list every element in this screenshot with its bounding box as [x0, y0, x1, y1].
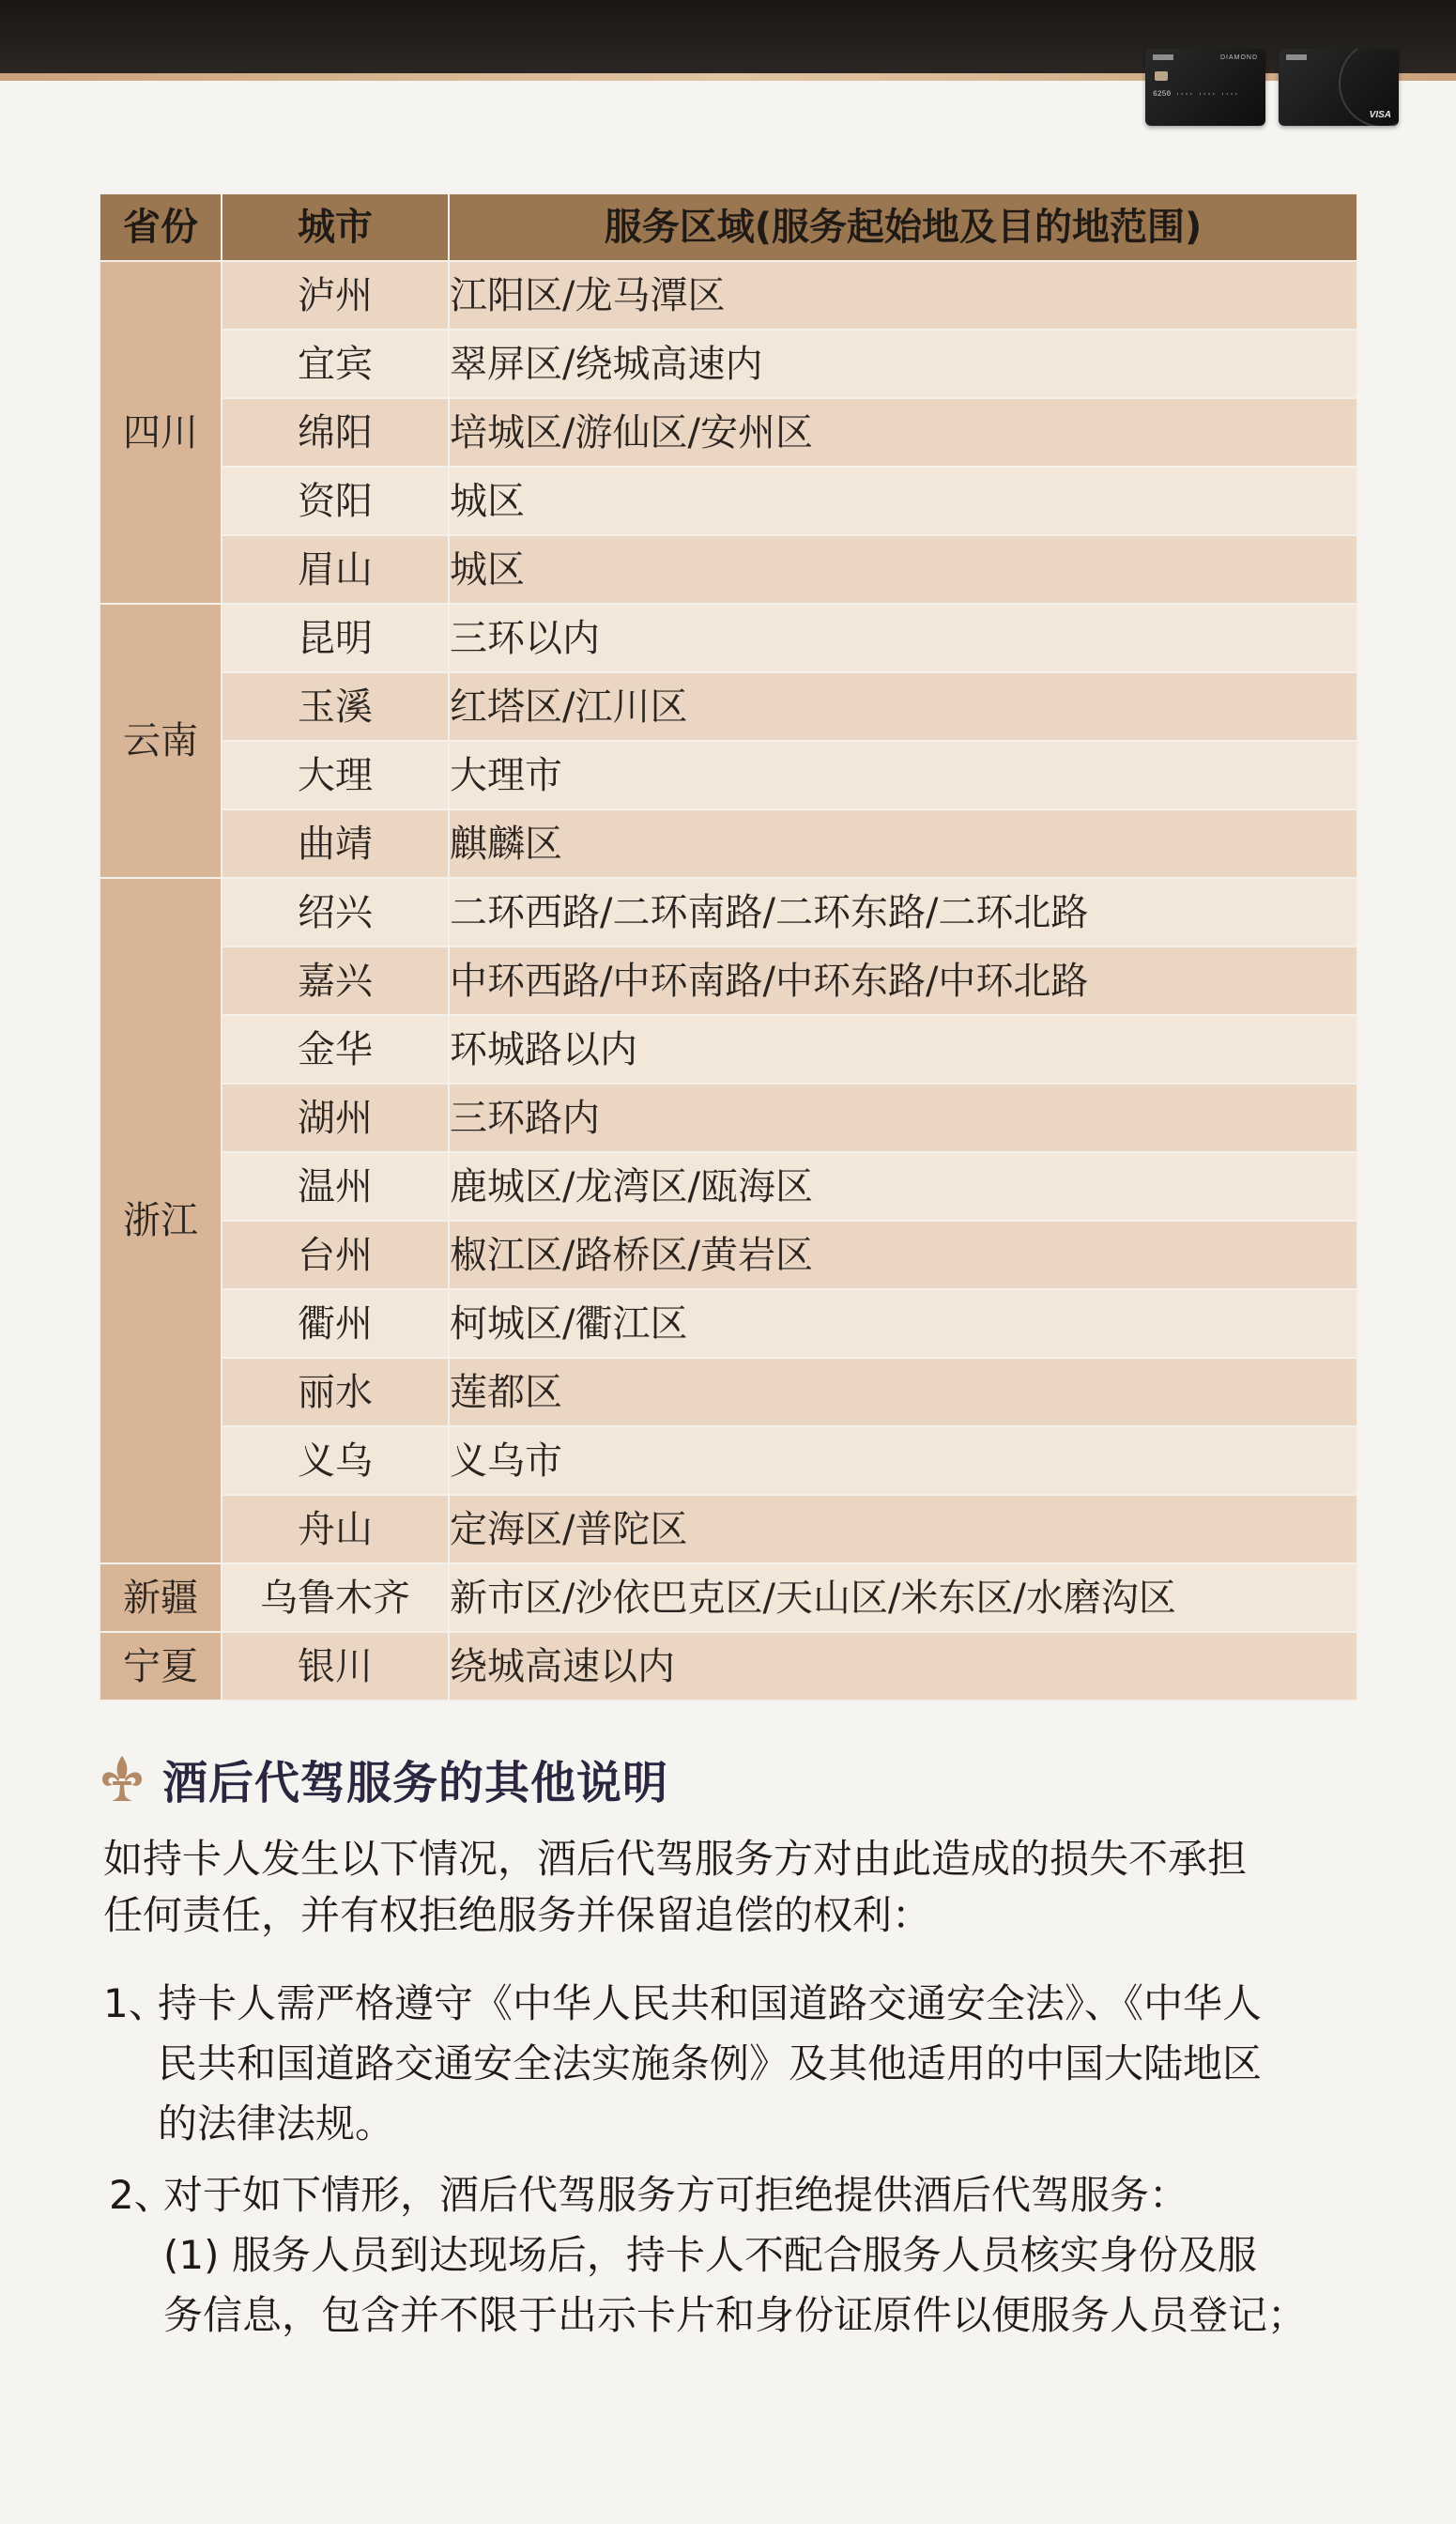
section-title: 酒后代驾服务的其他说明 — [162, 1756, 669, 1809]
list-item-line: (1) 服务人员到达现场后，持卡人不配合服务人员核实身份及服 — [163, 2232, 1257, 2278]
service-area-cell: 环城路以内 — [449, 1015, 1357, 1084]
table-row — [100, 1084, 1357, 1152]
city-cell: 宜宾 — [222, 330, 449, 398]
service-area-cell: 定海区/普陀区 — [449, 1495, 1357, 1563]
table-row — [100, 878, 1357, 946]
list-item-line: 的法律法规。 — [158, 2101, 395, 2147]
table-row — [100, 1563, 1357, 1632]
city-cell: 资阳 — [222, 467, 449, 535]
list-item-label: 2、 — [109, 2172, 174, 2218]
card-name: DIAMOND — [1219, 54, 1258, 61]
service-area-cell: 柯城区/衢江区 — [449, 1289, 1357, 1358]
city-cell: 义乌 — [222, 1426, 449, 1495]
service-area-cell: 三环路内 — [449, 1084, 1357, 1152]
city-cell: 温州 — [222, 1152, 449, 1221]
service-area-cell: 新市区/沙依巴克区/天山区/米东区/水磨沟区 — [449, 1563, 1357, 1632]
service-area-cell: 红塔区/江川区 — [449, 672, 1357, 741]
list-item-line: 民共和国道路交通安全法实施条例》及其他适用的中国大陆地区 — [158, 2040, 1263, 2086]
province-cell: 新疆 — [100, 1563, 222, 1632]
service-area-cell: 椒江区/路桥区/黄岩区 — [449, 1221, 1357, 1289]
service-area-cell: 翠屏区/绕城高速内 — [449, 330, 1357, 398]
service-area-cell: 莲都区 — [449, 1358, 1357, 1426]
table-row — [100, 467, 1357, 535]
province-cell: 四川 — [100, 261, 222, 604]
city-cell: 玉溪 — [222, 672, 449, 741]
service-area-cell: 三环以内 — [449, 604, 1357, 672]
table-row — [100, 1221, 1357, 1289]
table-row — [100, 741, 1357, 809]
header-province: 省份 — [100, 193, 222, 261]
table-row — [100, 535, 1357, 604]
header-service-area: 服务区域(服务起始地及目的地范围) — [449, 193, 1357, 261]
section-heading — [99, 1748, 668, 1808]
city-cell: 银川 — [222, 1632, 449, 1701]
intro-line: 如持卡人发生以下情况，酒后代驾服务方对由此造成的损失不承担 — [103, 1836, 1248, 1882]
city-cell: 绵阳 — [222, 398, 449, 467]
service-area-cell: 二环西路/二环南路/二环东路/二环北路 — [449, 878, 1357, 946]
card-chip-icon — [1155, 71, 1168, 81]
table-row — [100, 1015, 1357, 1084]
city-cell: 丽水 — [222, 1358, 449, 1426]
table-row — [100, 1289, 1357, 1358]
table-row — [100, 946, 1357, 1015]
service-area-cell: 江阳区/龙马潭区 — [449, 261, 1357, 330]
table-header-row — [100, 193, 1357, 261]
table-row — [100, 1358, 1357, 1426]
table-row — [100, 1152, 1357, 1221]
service-area-cell: 麒麟区 — [449, 809, 1357, 878]
city-cell: 舟山 — [222, 1495, 449, 1563]
bank-logo — [1286, 54, 1307, 60]
service-area-cell: 大理市 — [449, 741, 1357, 809]
visa-logo: VISA — [1369, 110, 1391, 120]
city-cell: 昆明 — [222, 604, 449, 672]
header-city: 城市 — [222, 193, 449, 261]
credit-card-image-visa — [1279, 49, 1399, 126]
city-cell: 乌鲁木齐 — [222, 1563, 449, 1632]
fleur-de-lis-icon — [99, 1754, 146, 1803]
table-row — [100, 1426, 1357, 1495]
city-cell: 泸州 — [222, 261, 449, 330]
list-item-2 — [109, 2165, 1376, 2346]
service-area-cell: 中环西路/中环南路/中环东路/中环北路 — [449, 946, 1357, 1015]
list-item-1 — [103, 1974, 1371, 2154]
table-row — [100, 261, 1357, 330]
province-cell: 浙江 — [100, 878, 222, 1563]
service-area-cell: 义乌市 — [449, 1426, 1357, 1495]
list-item-line: 对于如下情形，酒后代驾服务方可拒绝提供酒后代驾服务： — [163, 2172, 1189, 2218]
service-area-cell: 城区 — [449, 467, 1357, 535]
table-row — [100, 330, 1357, 398]
table-row — [100, 604, 1357, 672]
list-item-line: 务信息，包含并不限于出示卡片和身份证原件以便服务人员登记； — [163, 2292, 1308, 2338]
service-area-cell: 城区 — [449, 535, 1357, 604]
service-area-cell: 培城区/游仙区/安州区 — [449, 398, 1357, 467]
city-cell: 大理 — [222, 741, 449, 809]
service-area-cell: 绕城高速以内 — [449, 1632, 1357, 1701]
table-row — [100, 809, 1357, 878]
city-cell: 嘉兴 — [222, 946, 449, 1015]
intro-paragraph — [103, 1831, 1371, 1944]
credit-card-image-diamond — [1145, 49, 1265, 126]
city-cell: 湖州 — [222, 1084, 449, 1152]
intro-line: 任何责任，并有权拒绝服务并保留追偿的权利： — [103, 1892, 932, 1938]
table-row — [100, 398, 1357, 467]
city-cell: 眉山 — [222, 535, 449, 604]
city-cell: 绍兴 — [222, 878, 449, 946]
service-area-table — [99, 192, 1358, 1701]
list-item-line: 持卡人需严格遵守《中华人民共和国道路交通安全法》、《中华人 — [158, 1980, 1263, 2026]
province-cell: 云南 — [100, 604, 222, 878]
table-row — [100, 1632, 1357, 1701]
table-row — [100, 1495, 1357, 1563]
city-cell: 曲靖 — [222, 809, 449, 878]
table-row — [100, 672, 1357, 741]
city-cell: 金华 — [222, 1015, 449, 1084]
bank-logo — [1153, 54, 1173, 60]
card-number: 6250 ···· ···· ···· — [1153, 90, 1239, 99]
city-cell: 台州 — [222, 1221, 449, 1289]
list-item-label: 1、 — [103, 1980, 168, 2026]
province-cell: 宁夏 — [100, 1632, 222, 1701]
service-area-cell: 鹿城区/龙湾区/瓯海区 — [449, 1152, 1357, 1221]
city-cell: 衢州 — [222, 1289, 449, 1358]
